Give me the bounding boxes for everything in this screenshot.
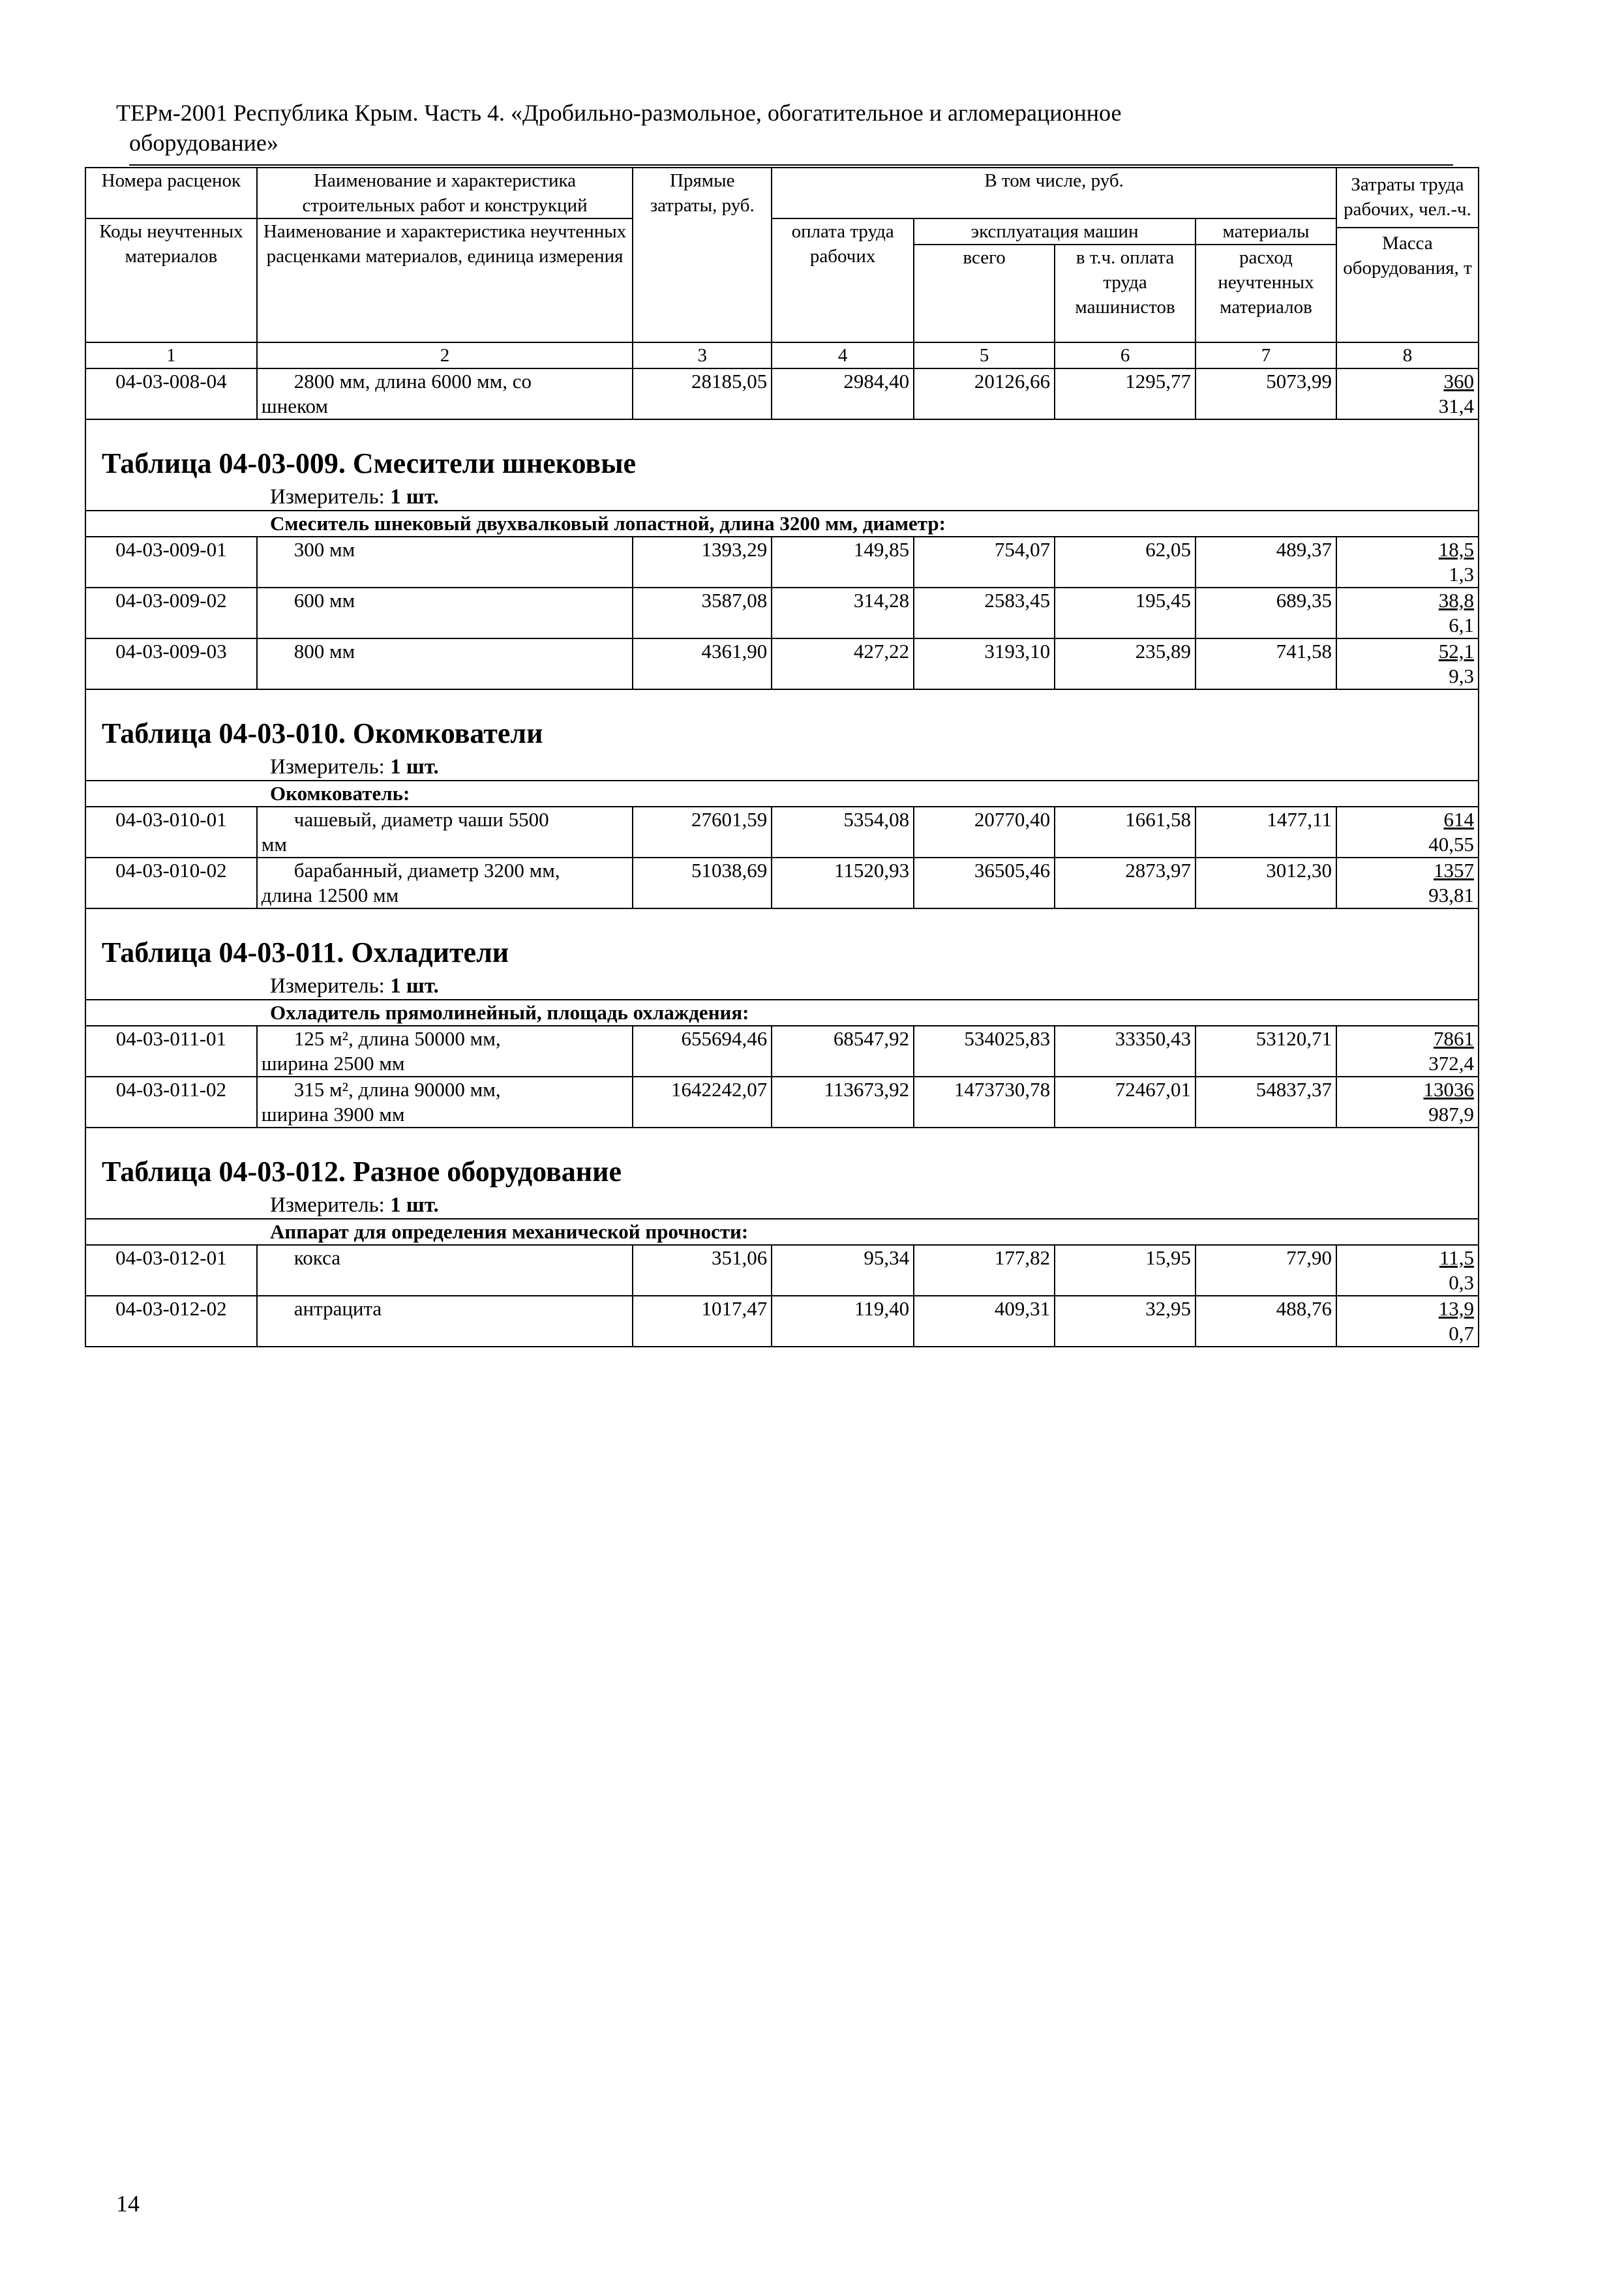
col1-top-header: Номера расценок xyxy=(85,168,257,218)
rate-name xyxy=(257,1077,633,1128)
equipment-mass: 1,3 xyxy=(1449,563,1474,586)
table-row xyxy=(85,1296,1479,1347)
direct-costs: 1642242,07 xyxy=(633,1077,772,1128)
workers-pay: 314,28 xyxy=(772,588,914,638)
col3-header: Прямые затраты, руб. xyxy=(633,168,772,342)
labor-and-mass xyxy=(1336,858,1479,908)
rate-name-line-2: длина 12500 мм xyxy=(261,884,399,906)
header-rule xyxy=(129,164,1453,166)
labor-costs: 13036 xyxy=(1423,1078,1474,1101)
workers-pay: 149,85 xyxy=(772,537,914,588)
machinists-pay: 1661,58 xyxy=(1055,807,1195,858)
machines-total: 20770,40 xyxy=(914,807,1055,858)
measure-label: Измеритель: xyxy=(270,974,385,998)
group-row xyxy=(85,781,1479,807)
equipment-mass: 31,4 xyxy=(1438,395,1474,417)
machines-total: 177,82 xyxy=(914,1245,1055,1296)
table-row xyxy=(85,807,1479,858)
labor-and-mass xyxy=(1336,1026,1479,1077)
rate-code: 04-03-009-01 xyxy=(85,537,257,588)
header-row-1 xyxy=(85,168,1479,218)
machines-total: 1473730,78 xyxy=(914,1077,1055,1128)
section-title-row xyxy=(85,689,1479,781)
machinists-pay: 32,95 xyxy=(1055,1296,1195,1347)
machinists-pay: 235,89 xyxy=(1055,638,1195,689)
measure-value: 1 шт. xyxy=(390,1193,439,1217)
labor-and-mass xyxy=(1336,537,1479,588)
table-row xyxy=(85,638,1479,689)
rate-name-line-1: чашевый, диаметр чаши 5500 xyxy=(293,808,549,831)
rate-name-line-2: шнеком xyxy=(261,395,329,417)
direct-costs: 4361,90 xyxy=(633,638,772,689)
equipment-mass: 372,4 xyxy=(1428,1052,1474,1075)
col8-bottom-header: Масса оборудования, т xyxy=(1337,227,1478,283)
section-measure xyxy=(86,1192,1478,1218)
rate-name-line-1: 300 мм xyxy=(293,538,355,561)
rate-code: 04-03-009-02 xyxy=(85,588,257,638)
rate-name xyxy=(257,1245,633,1296)
measure-value: 1 шт. xyxy=(390,755,439,779)
rate-name-line-2: ширина 3900 мм xyxy=(261,1103,405,1126)
section-title: Таблица 04-03-012. Разное оборудование xyxy=(102,1156,622,1188)
rate-name xyxy=(257,1296,633,1347)
materials-cost: 77,90 xyxy=(1195,1245,1336,1296)
table-row xyxy=(85,368,1479,419)
section-title-cell xyxy=(85,689,1479,781)
machinists-pay: 195,45 xyxy=(1055,588,1195,638)
workers-pay: 68547,92 xyxy=(772,1026,914,1077)
rate-name-line-1: антрацита xyxy=(293,1297,382,1320)
group-title: Окомкователь: xyxy=(85,781,1479,807)
table-row xyxy=(85,858,1479,908)
workers-pay: 95,34 xyxy=(772,1245,914,1296)
section-title: Таблица 04-03-009. Смесители шнековые xyxy=(102,447,637,479)
measure-value: 1 шт. xyxy=(390,485,439,509)
machinists-pay: 2873,97 xyxy=(1055,858,1195,908)
labor-costs: 38,8 xyxy=(1438,589,1474,612)
equipment-mass: 40,55 xyxy=(1428,833,1474,856)
group-row xyxy=(85,1000,1479,1026)
group-title: Смеситель шнековый двухвалковый лопастной, длина 3200 мм, диаметр: xyxy=(85,511,1479,537)
rate-name xyxy=(257,807,633,858)
direct-costs: 27601,59 xyxy=(633,807,772,858)
section-title-cell xyxy=(85,419,1479,511)
workers-pay: 2984,40 xyxy=(772,368,914,419)
col-number: 4 xyxy=(772,342,914,368)
group-title: Охладитель прямолинейный, площадь охлаждения: xyxy=(85,1000,1479,1026)
materials-cost: 689,35 xyxy=(1195,588,1336,638)
rate-name-line-1: 800 мм xyxy=(293,640,355,663)
rate-name-line-1: 2800 мм, длина 6000 мм, со xyxy=(293,370,532,393)
machines-total: 754,07 xyxy=(914,537,1055,588)
workers-pay: 11520,93 xyxy=(772,858,914,908)
page-number: 14 xyxy=(116,2191,140,2217)
workers-pay: 119,40 xyxy=(772,1296,914,1347)
col-number: 7 xyxy=(1195,342,1336,368)
col-number: 2 xyxy=(257,342,633,368)
table-row xyxy=(85,537,1479,588)
rate-code: 04-03-012-01 xyxy=(85,1245,257,1296)
direct-costs: 51038,69 xyxy=(633,858,772,908)
labor-costs: 52,1 xyxy=(1438,640,1474,663)
section-measure xyxy=(86,973,1478,999)
section-title: Таблица 04-03-010. Окомкователи xyxy=(102,717,543,749)
rate-code: 04-03-008-04 xyxy=(85,368,257,419)
direct-costs: 351,06 xyxy=(633,1245,772,1296)
table-row xyxy=(85,588,1479,638)
measure-value: 1 шт. xyxy=(390,974,439,998)
labor-costs: 1357 xyxy=(1434,859,1474,882)
workers-pay: 5354,08 xyxy=(772,807,914,858)
col7-header: расход неучтенных материалов xyxy=(1195,245,1336,342)
col4-header: оплата труда рабочих xyxy=(772,218,914,342)
direct-costs: 28185,05 xyxy=(633,368,772,419)
machinists-pay: 72467,01 xyxy=(1055,1077,1195,1128)
labor-costs: 614 xyxy=(1443,808,1474,831)
in-total-header: В том числе, руб. xyxy=(772,168,1336,218)
equipment-mass: 93,81 xyxy=(1428,884,1474,906)
rate-name-line-1: 125 м², длина 50000 мм, xyxy=(293,1027,501,1050)
rate-name-line-2: мм xyxy=(261,833,288,856)
labor-and-mass xyxy=(1336,1077,1479,1128)
column-numbers-row xyxy=(85,342,1479,368)
rate-name-line-2: ширина 2500 мм xyxy=(261,1052,405,1075)
rate-name xyxy=(257,858,633,908)
machinists-pay: 33350,43 xyxy=(1055,1026,1195,1077)
section-measure xyxy=(86,484,1478,510)
materials-cost: 489,37 xyxy=(1195,537,1336,588)
col5-header: всего xyxy=(914,245,1055,342)
workers-pay: 113673,92 xyxy=(772,1077,914,1128)
labor-costs: 360 xyxy=(1443,370,1474,393)
col1-bottom-header: Коды неучтенных материалов xyxy=(85,218,257,342)
rate-code: 04-03-010-02 xyxy=(85,858,257,908)
col6-header: в т.ч. оплата труда машинистов xyxy=(1055,245,1195,342)
materials-cost: 54837,37 xyxy=(1195,1077,1336,1128)
measure-label: Измеритель: xyxy=(270,755,385,779)
equipment-mass: 987,9 xyxy=(1428,1103,1474,1126)
direct-costs: 1393,29 xyxy=(633,537,772,588)
rate-name xyxy=(257,1026,633,1077)
table-row xyxy=(85,1077,1479,1128)
direct-costs: 1017,47 xyxy=(633,1296,772,1347)
col8-top-header: Затраты труда рабочих, чел.-ч. xyxy=(1344,174,1471,220)
col-number: 5 xyxy=(914,342,1055,368)
col-number: 3 xyxy=(633,342,772,368)
machinists-pay: 15,95 xyxy=(1055,1245,1195,1296)
col8-header xyxy=(1336,168,1479,342)
rate-name-line-1: барабанный, диаметр 3200 мм, xyxy=(293,859,560,882)
machines-total: 36505,46 xyxy=(914,858,1055,908)
direct-costs: 3587,08 xyxy=(633,588,772,638)
rates-table xyxy=(85,167,1479,1347)
rate-name xyxy=(257,368,633,419)
materials-header: материалы xyxy=(1195,218,1336,245)
equipment-mass: 9,3 xyxy=(1449,665,1474,687)
labor-costs: 13,9 xyxy=(1438,1297,1474,1320)
machines-total: 20126,66 xyxy=(914,368,1055,419)
header-row-2 xyxy=(85,218,1479,245)
materials-cost: 3012,30 xyxy=(1195,858,1336,908)
machines-total: 534025,83 xyxy=(914,1026,1055,1077)
machinists-pay: 1295,77 xyxy=(1055,368,1195,419)
materials-cost: 5073,99 xyxy=(1195,368,1336,419)
rate-code: 04-03-012-02 xyxy=(85,1296,257,1347)
rate-code: 04-03-009-03 xyxy=(85,638,257,689)
machinists-pay: 62,05 xyxy=(1055,537,1195,588)
machines-total: 409,31 xyxy=(914,1296,1055,1347)
equipment-mass: 6,1 xyxy=(1449,614,1474,636)
section-title-cell xyxy=(85,908,1479,1000)
labor-costs: 11,5 xyxy=(1439,1246,1474,1269)
col2-bottom-header: Наименование и характеристика неучтенных расценками материалов, единица измерения xyxy=(257,218,633,342)
col-number: 8 xyxy=(1336,342,1479,368)
table-row xyxy=(85,1026,1479,1077)
workers-pay: 427,22 xyxy=(772,638,914,689)
section-measure xyxy=(86,754,1478,780)
labor-and-mass xyxy=(1336,588,1479,638)
labor-costs: 18,5 xyxy=(1438,538,1474,561)
rate-name xyxy=(257,588,633,638)
col2-top-header: Наименование и характеристика строительных работ и конструкций xyxy=(257,168,633,218)
col-number: 6 xyxy=(1055,342,1195,368)
materials-cost: 53120,71 xyxy=(1195,1026,1336,1077)
group-row xyxy=(85,1219,1479,1245)
materials-cost: 1477,11 xyxy=(1195,807,1336,858)
rate-name-line-1: кокса xyxy=(293,1246,340,1269)
rate-name-line-1: 600 мм xyxy=(293,589,355,612)
rates-table-body xyxy=(85,168,1479,1347)
rate-code: 04-03-011-01 xyxy=(85,1026,257,1077)
section-title: Таблица 04-03-011. Охладители xyxy=(102,936,509,968)
col-number: 1 xyxy=(85,342,257,368)
labor-and-mass xyxy=(1336,1245,1479,1296)
materials-cost: 488,76 xyxy=(1195,1296,1336,1347)
document-header xyxy=(116,98,1453,158)
rate-code: 04-03-010-01 xyxy=(85,807,257,858)
machines-total: 3193,10 xyxy=(914,638,1055,689)
rate-name-line-1: 315 м², длина 90000 мм, xyxy=(293,1078,501,1101)
labor-and-mass xyxy=(1336,807,1479,858)
rate-name xyxy=(257,638,633,689)
direct-costs: 655694,46 xyxy=(633,1026,772,1077)
section-title-cell xyxy=(85,1128,1479,1219)
section-title-row xyxy=(85,419,1479,511)
labor-and-mass xyxy=(1336,638,1479,689)
section-title-row xyxy=(85,908,1479,1000)
rate-code: 04-03-011-02 xyxy=(85,1077,257,1128)
machines-total: 2583,45 xyxy=(914,588,1055,638)
equipment-mass: 0,7 xyxy=(1449,1322,1474,1345)
equipment-mass: 0,3 xyxy=(1449,1271,1474,1294)
header-line-1: ТЕРм-2001 Республика Крым. Часть 4. «Дробильно-размольное, обогатительное и агломерационное xyxy=(116,100,1122,126)
table-row xyxy=(85,1245,1479,1296)
group-title: Аппарат для определения механической прочности: xyxy=(85,1219,1479,1245)
measure-label: Измеритель: xyxy=(270,1193,385,1217)
materials-cost: 741,58 xyxy=(1195,638,1336,689)
rate-name xyxy=(257,537,633,588)
header-line-2: оборудование» xyxy=(129,130,278,156)
labor-and-mass xyxy=(1336,368,1479,419)
group-row xyxy=(85,511,1479,537)
measure-label: Измеритель: xyxy=(270,485,385,509)
section-title-row xyxy=(85,1128,1479,1219)
labor-and-mass xyxy=(1336,1296,1479,1347)
labor-costs: 7861 xyxy=(1434,1027,1474,1050)
machines-header: эксплуатация машин xyxy=(914,218,1195,245)
